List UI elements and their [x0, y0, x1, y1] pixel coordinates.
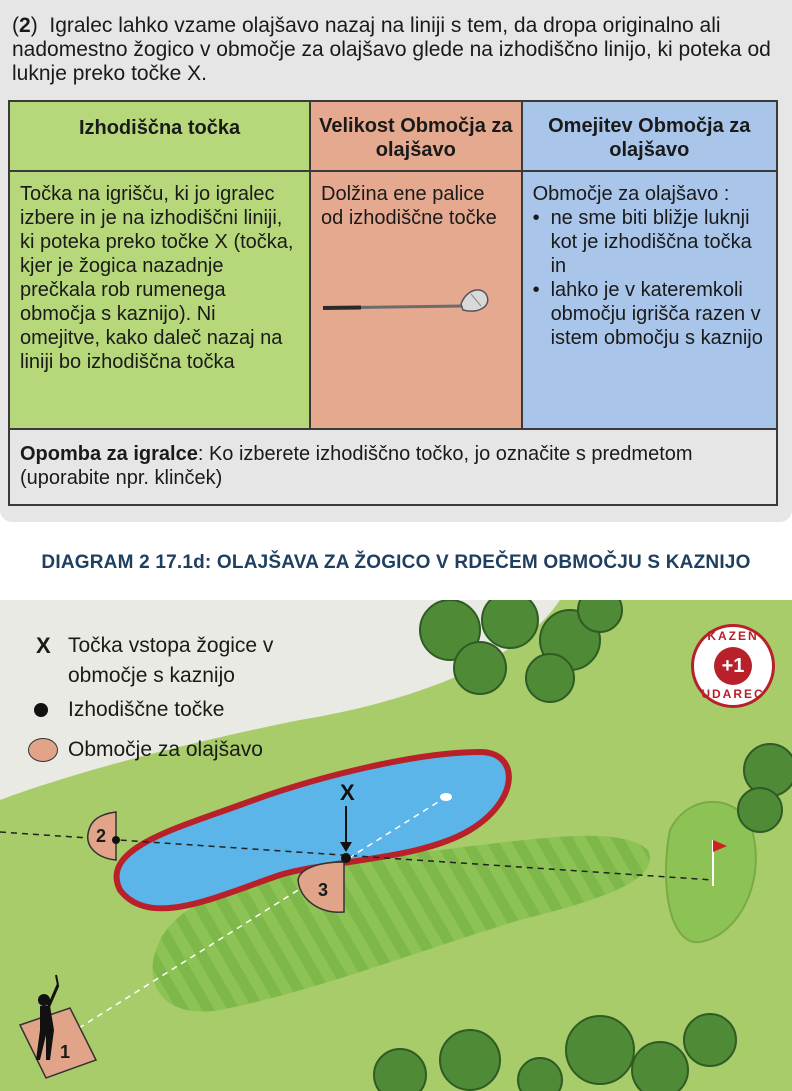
badge-bottom-text: UDAREC	[701, 687, 765, 701]
relief-limits-intro: Območje za olajšavo :	[532, 183, 730, 205]
note-label: Opomba za igralce	[20, 443, 198, 465]
legend-dot-entry	[30, 690, 318, 730]
legend-area-entry	[30, 730, 318, 770]
relief-size-text: Dolžina ene palice od izhodiščne točke	[321, 183, 497, 229]
note-text: : Ko izberete izhodiščno točko, jo označite s predmetom (uporabite npr. klinček)	[20, 443, 693, 489]
x-point-label: X	[340, 780, 355, 805]
area-1-label: 1	[60, 1042, 71, 1062]
badge-value: +1	[714, 647, 752, 685]
legend-dot-label: Izhodiščne točke	[68, 698, 225, 721]
penalty-badge	[691, 624, 775, 708]
intro-paragraph: (2) Igralec lahko vzame olajšavo nazaj na liniji s tem, da dropa originalno ali nadomestno žogico v območje za olajšavo glede na izhodiščno linijo, ki poteka od luknje preko točke X.	[12, 14, 771, 85]
diagram-legend	[30, 626, 318, 770]
list-item: • ne sme biti bližje luknji kot je izhodiščna točka in	[533, 206, 766, 278]
intro-number: 2	[19, 14, 31, 37]
player-note	[9, 429, 777, 505]
relief-limits-list	[533, 206, 766, 350]
reference-dot-icon	[34, 703, 48, 717]
cell-reference-point: Točka na igrišču, ki jo igralec izbere in je na izhodiščni liniji, ki poteka preko točke X (točka, kjer je žogica nazadnje prečkala rob rumenega območja s kaznijo). Ni omejitve, kako daleč nazaj na liniji bo izhodiščna točka	[9, 171, 310, 429]
header-relief-limits: Omejitev Območja za olajšavo	[522, 101, 777, 171]
reference-point-2	[112, 836, 120, 844]
golf-club-icon	[321, 284, 491, 320]
cell-relief-size	[310, 171, 522, 429]
intro-text: Igralec lahko vzame olajšavo nazaj na liniji s tem, da dropa originalno ali nadomestno žogico v območje za olajšavo glede na izhodiščno linijo, ki poteka od luknje preko točke X.	[12, 14, 771, 85]
legend-x-label: Točka vstopa žogice v območje s kaznijo	[68, 634, 274, 687]
area-2-label: 2	[96, 826, 107, 846]
relief-rules-table	[8, 100, 778, 506]
rules-panel	[0, 0, 792, 522]
relief-area-icon	[28, 738, 58, 762]
area-3-label: 3	[318, 880, 329, 900]
reference-point-3	[341, 853, 351, 863]
diagram-title: DIAGRAM 2 17.1d: OLAJŠAVA ZA ŽOGICO V RDEČEM OBMOČJU S KAZNIJO	[41, 552, 751, 573]
x-marker-icon: X	[36, 633, 51, 658]
legend-area-label: Območje za olajšavo	[68, 738, 263, 761]
badge-top-text: KAZEN	[707, 629, 759, 643]
cell-relief-limits	[522, 171, 777, 429]
legend-x-entry	[30, 626, 318, 690]
list-item: • lahko je v kateremkoli območju igrišča razen v istem območju s kaznijo	[533, 278, 766, 350]
header-reference-point: Izhodiščna točka	[9, 101, 310, 171]
header-relief-size: Velikost Območja za olajšavo	[310, 101, 522, 171]
